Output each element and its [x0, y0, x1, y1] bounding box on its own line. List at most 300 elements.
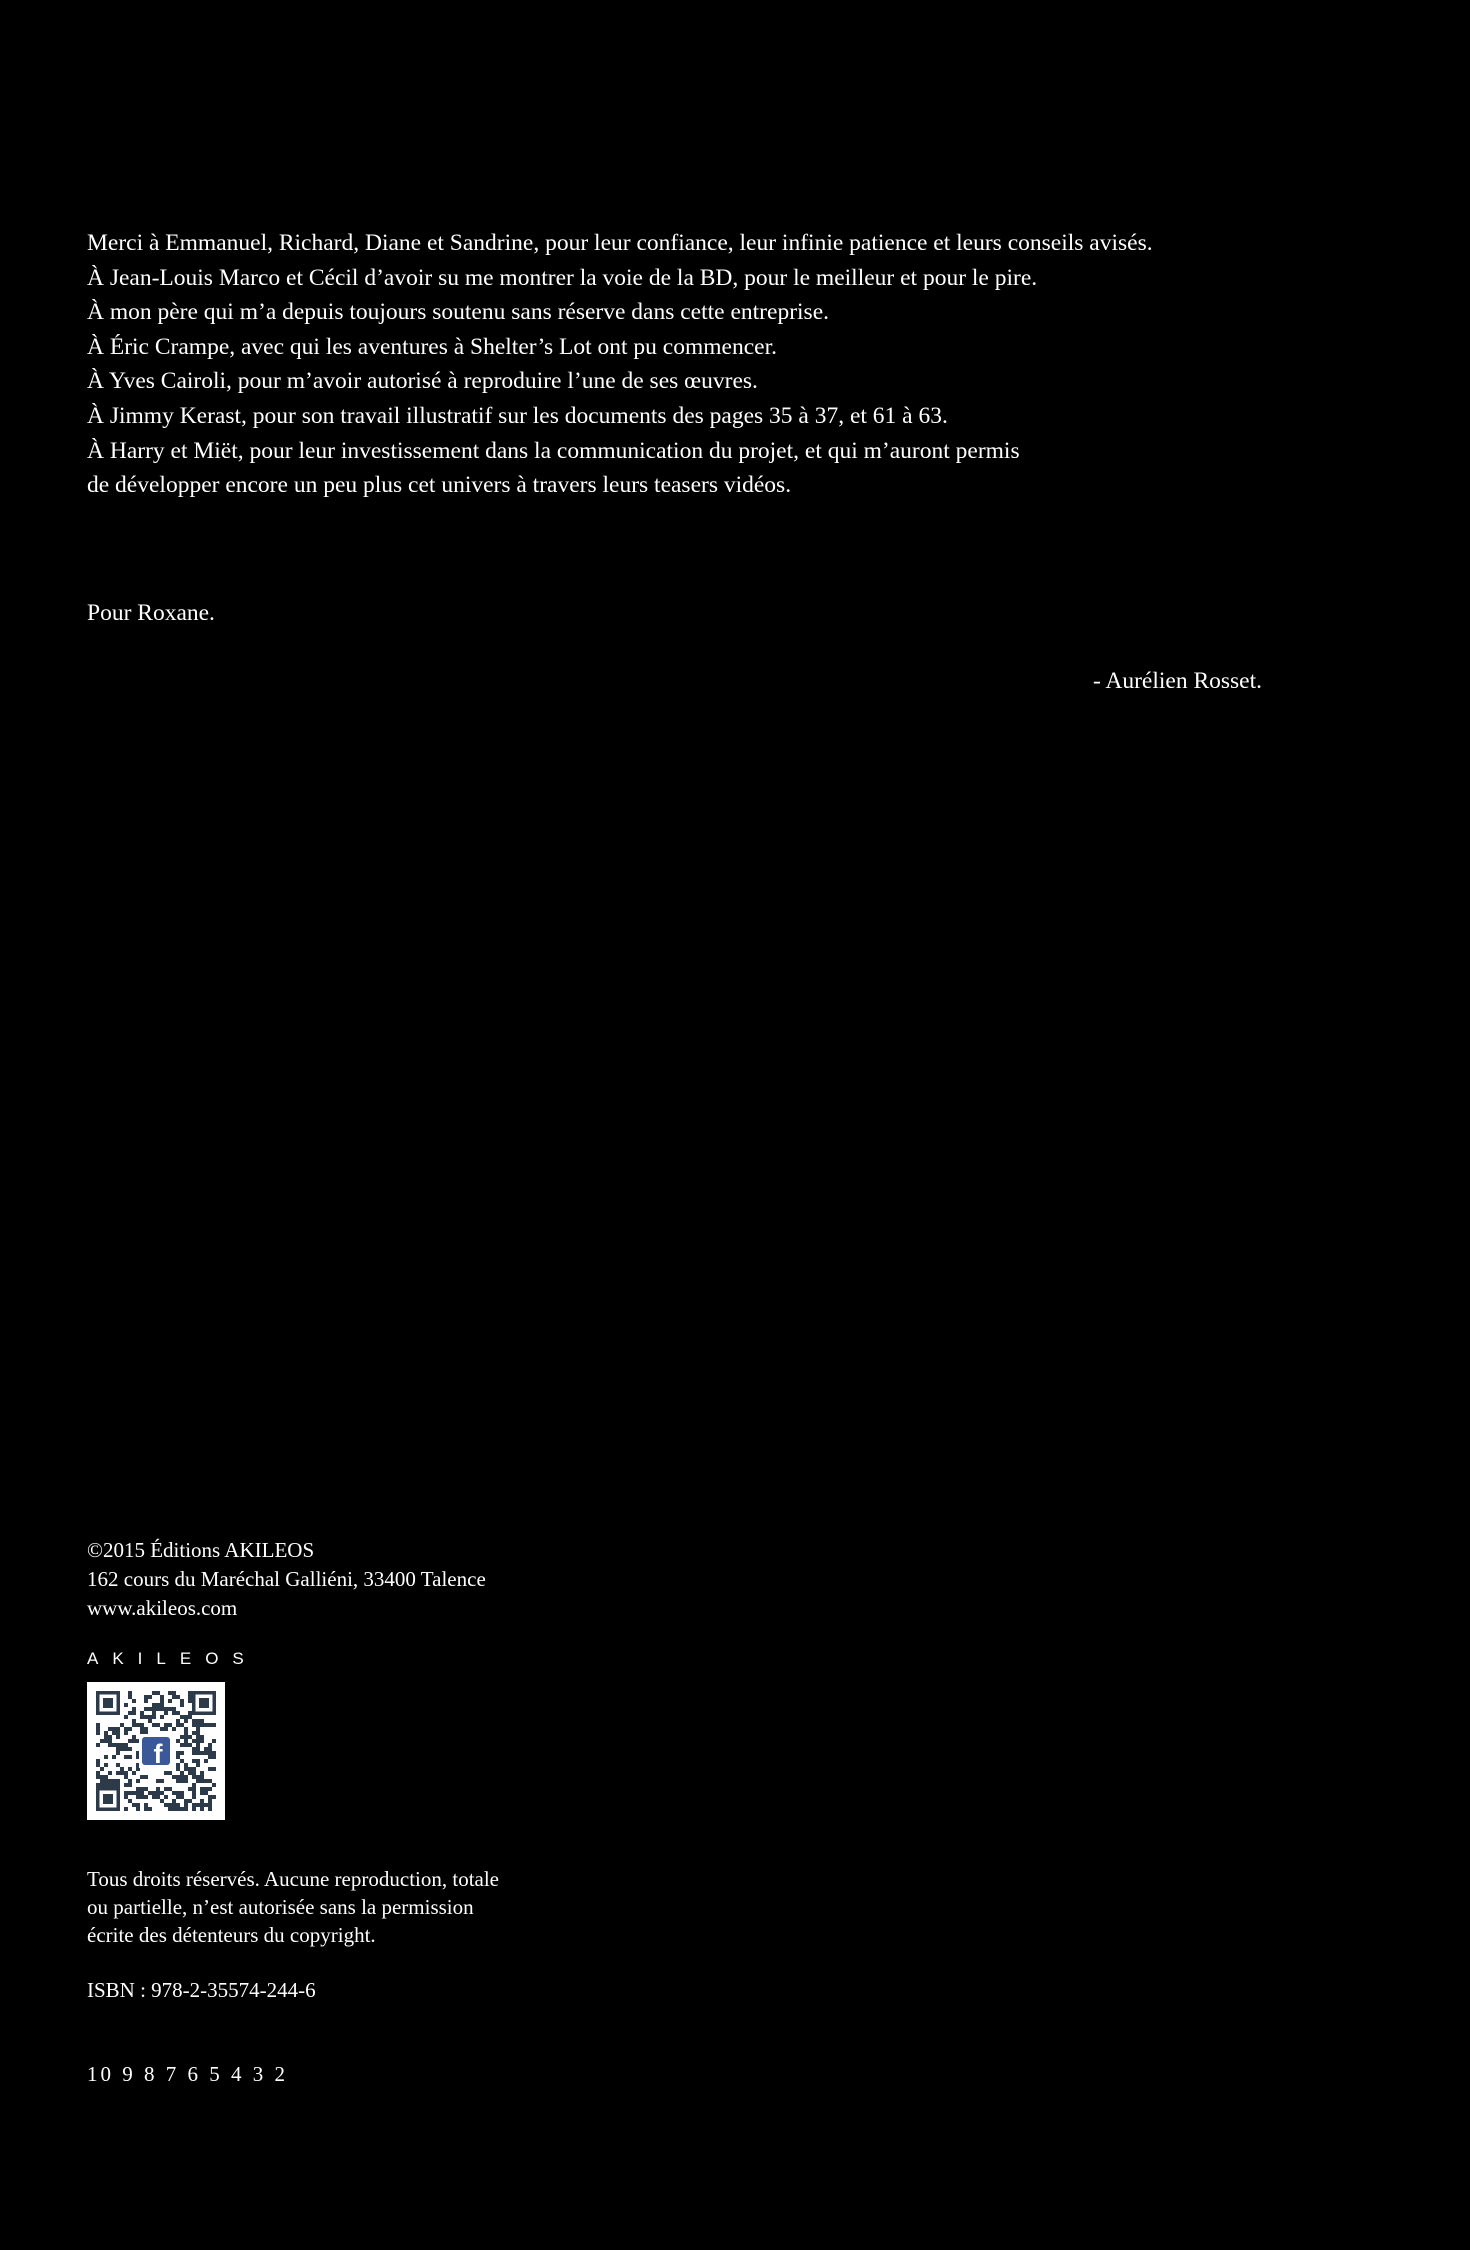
- acknowledgement-line: À mon père qui m’a depuis toujours soutenu sans réserve dans cette entreprise.: [87, 299, 829, 326]
- qr-module: [188, 1799, 192, 1803]
- qr-module: [180, 1723, 184, 1727]
- qr-module: [144, 1727, 148, 1731]
- qr-module: [176, 1751, 180, 1755]
- qr-module: [212, 1751, 216, 1755]
- qr-module: [192, 1751, 196, 1755]
- qr-module: [116, 1727, 120, 1731]
- qr-module: [108, 1783, 112, 1787]
- qr-module: [168, 1803, 172, 1807]
- qr-module: [132, 1739, 136, 1743]
- qr-module: [196, 1779, 200, 1783]
- qr-module: [132, 1735, 136, 1739]
- qr-module: [208, 1799, 212, 1803]
- qr-module: [192, 1803, 196, 1807]
- qr-module: [120, 1723, 124, 1727]
- qr-module: [188, 1711, 192, 1715]
- qr-module: [180, 1759, 184, 1763]
- qr-module: [196, 1763, 200, 1767]
- qr-module: [184, 1731, 188, 1735]
- qr-module: [96, 1727, 100, 1731]
- qr-module: [156, 1691, 160, 1695]
- qr-module: [124, 1727, 128, 1731]
- qr-module: [208, 1767, 212, 1771]
- qr-module: [144, 1707, 148, 1711]
- acknowledgement-line: Merci à Emmanuel, Richard, Diane et Sandrine, pour leur confiance, leur infinie patience et leurs conseils avisés.: [87, 230, 1153, 256]
- qr-module: [148, 1719, 152, 1723]
- qr-module: [120, 1747, 124, 1751]
- qr-module: [164, 1727, 168, 1731]
- qr-module: [116, 1731, 120, 1735]
- qr-module: [208, 1795, 212, 1799]
- qr-module: [112, 1783, 116, 1787]
- qr-module: [128, 1799, 132, 1803]
- qr-module: [184, 1763, 188, 1767]
- qr-module: [176, 1695, 180, 1699]
- qr-module: [204, 1779, 208, 1783]
- qr-module: [128, 1711, 132, 1715]
- facebook-icon: [139, 1734, 173, 1769]
- qr-finder-top-left: [96, 1691, 120, 1715]
- dedication: Pour Roxane.: [87, 600, 215, 626]
- qr-module: [96, 1723, 100, 1727]
- qr-module: [128, 1767, 132, 1771]
- qr-module: [164, 1723, 168, 1727]
- qr-module: [124, 1715, 128, 1719]
- svg-text:f: f: [153, 1739, 163, 1769]
- qr-module: [160, 1699, 164, 1703]
- qr-module: [176, 1719, 180, 1723]
- qr-module: [212, 1755, 216, 1759]
- qr-module: [140, 1775, 144, 1779]
- qr-module: [192, 1731, 196, 1735]
- qr-module: [120, 1771, 124, 1775]
- qr-module: [176, 1755, 180, 1759]
- qr-module: [204, 1723, 208, 1727]
- qr-module: [188, 1735, 192, 1739]
- qr-module: [140, 1795, 144, 1799]
- qr-module: [144, 1695, 148, 1699]
- qr-module: [188, 1699, 192, 1703]
- qr-module: [200, 1735, 204, 1739]
- qr-module: [208, 1807, 212, 1811]
- qr-module: [108, 1739, 112, 1743]
- qr-module: [140, 1715, 144, 1719]
- qr-module: [128, 1691, 132, 1695]
- qr-module: [160, 1779, 164, 1783]
- qr-module: [196, 1803, 200, 1807]
- qr-module: [196, 1743, 200, 1747]
- qr-module: [192, 1723, 196, 1727]
- qr-module: [208, 1787, 212, 1791]
- qr-module: [100, 1783, 104, 1787]
- qr-module: [188, 1787, 192, 1791]
- qr-module: [132, 1707, 136, 1711]
- qr-module: [184, 1719, 188, 1723]
- acknowledgement-line: À Jean-Louis Marco et Cécil d’avoir su me montrer la voie de la BD, pour le meilleur et pour le pire.: [87, 264, 1038, 291]
- qr-module: [156, 1791, 160, 1795]
- qr-module: [124, 1747, 128, 1751]
- qr-module: [184, 1775, 188, 1779]
- qr-module: [192, 1775, 196, 1779]
- qr-module: [172, 1695, 176, 1699]
- qr-module: [176, 1807, 180, 1811]
- qr-module: [196, 1751, 200, 1755]
- qr-module: [184, 1803, 188, 1807]
- qr-module: [188, 1743, 192, 1747]
- qr-module: [180, 1715, 184, 1719]
- qr-module: [192, 1787, 196, 1791]
- qr-module: [188, 1691, 192, 1695]
- qr-module: [96, 1783, 100, 1787]
- qr-module: [124, 1795, 128, 1799]
- qr-module: [196, 1723, 200, 1727]
- qr-module: [124, 1703, 128, 1707]
- qr-module: [144, 1775, 148, 1779]
- qr-module: [180, 1743, 184, 1747]
- qr-module: [164, 1787, 168, 1791]
- acknowledgements-block: [87, 226, 1407, 503]
- qr-module: [112, 1743, 116, 1747]
- qr-module: [208, 1779, 212, 1783]
- qr-module: [104, 1735, 108, 1739]
- qr-module: [176, 1779, 180, 1783]
- qr-module: [200, 1739, 204, 1743]
- publisher-info: [87, 1536, 486, 1623]
- qr-module: [204, 1787, 208, 1791]
- qr-module: [96, 1731, 100, 1735]
- qr-module: [196, 1727, 200, 1731]
- qr-module: [180, 1699, 184, 1703]
- qr-module: [180, 1795, 184, 1799]
- qr-module: [152, 1711, 156, 1715]
- qr-module: [148, 1807, 152, 1811]
- qr-module: [192, 1747, 196, 1751]
- qr-module: [172, 1799, 176, 1803]
- qr-module: [116, 1763, 120, 1767]
- rights-notice: [87, 1865, 499, 1949]
- qr-module: [196, 1747, 200, 1751]
- qr-module: [128, 1747, 132, 1751]
- qr-module: [172, 1727, 176, 1731]
- acknowledgement-line: À Harry et Miët, pour leur investissement dans la communication du projet, et qui m’auront permis: [87, 437, 1020, 464]
- qr-module: [168, 1807, 172, 1811]
- qr-module: [172, 1807, 176, 1811]
- qr-module: [212, 1723, 216, 1727]
- qr-module: [152, 1703, 156, 1707]
- acknowledgement-line: À Éric Crampe, avec qui les aventures à Shelter’s Lot ont pu commencer.: [87, 333, 777, 360]
- qr-module: [136, 1787, 140, 1791]
- qr-module: [204, 1791, 208, 1795]
- qr-module: [188, 1715, 192, 1719]
- qr-module: [112, 1727, 116, 1731]
- qr-module: [192, 1791, 196, 1795]
- qr-module: [104, 1755, 108, 1759]
- qr-module: [120, 1743, 124, 1747]
- qr-module: [128, 1755, 132, 1759]
- qr-module: [208, 1747, 212, 1751]
- qr-module: [192, 1739, 196, 1743]
- qr-module: [212, 1795, 216, 1799]
- qr-module: [136, 1803, 140, 1807]
- qr-module: [132, 1791, 136, 1795]
- qr-module: [160, 1799, 164, 1803]
- qr-module: [200, 1719, 204, 1723]
- qr-module: [140, 1723, 144, 1727]
- qr-module: [192, 1807, 196, 1811]
- copyright-notice: ©2015 Éditions AKILEOS: [87, 1538, 315, 1562]
- qr-module: [180, 1771, 184, 1775]
- qr-module: [120, 1767, 124, 1771]
- qr-module: [196, 1735, 200, 1739]
- qr-module: [132, 1711, 136, 1715]
- qr-module: [116, 1747, 120, 1751]
- publisher-address: 162 cours du Maréchal Galliéni, 33400 Talence: [87, 1567, 486, 1591]
- qr-module: [200, 1723, 204, 1727]
- qr-module: [108, 1779, 112, 1783]
- qr-module: [172, 1803, 176, 1807]
- qr-module: [208, 1743, 212, 1747]
- qr-module: [100, 1739, 104, 1743]
- qr-module: [184, 1767, 188, 1771]
- qr-module: [108, 1771, 112, 1775]
- qr-module: [96, 1743, 100, 1747]
- qr-module: [208, 1803, 212, 1807]
- qr-module: [200, 1779, 204, 1783]
- qr-module: [176, 1723, 180, 1727]
- qr-module: [112, 1779, 116, 1783]
- qr-module: [184, 1807, 188, 1811]
- qr-module: [144, 1715, 148, 1719]
- qr-module: [196, 1731, 200, 1735]
- qr-module: [140, 1791, 144, 1795]
- qr-module: [96, 1763, 100, 1767]
- qr-module: [160, 1695, 164, 1699]
- qr-module: [184, 1779, 188, 1783]
- qr-module: [104, 1763, 108, 1767]
- qr-module: [188, 1771, 192, 1775]
- qr-module: [172, 1691, 176, 1695]
- qr-module: [116, 1783, 120, 1787]
- qr-module: [160, 1791, 164, 1795]
- qr-module: [100, 1779, 104, 1783]
- qr-module: [168, 1787, 172, 1791]
- qr-module: [176, 1763, 180, 1767]
- qr-module: [144, 1795, 148, 1799]
- qr-module: [188, 1767, 192, 1771]
- qr-module: [124, 1791, 128, 1795]
- qr-module: [168, 1707, 172, 1711]
- qr-module: [192, 1719, 196, 1723]
- qr-code-graphic: [87, 1682, 225, 1820]
- qr-module: [156, 1795, 160, 1799]
- author-signature: - Aurélien Rosset.: [1092, 668, 1262, 694]
- qr-module: [100, 1767, 104, 1771]
- qr-module: [168, 1723, 172, 1727]
- qr-module: [140, 1727, 144, 1731]
- qr-module: [176, 1795, 180, 1799]
- qr-module: [144, 1787, 148, 1791]
- qr-module: [152, 1691, 156, 1695]
- qr-module: [160, 1727, 164, 1731]
- qr-module: [200, 1799, 204, 1803]
- qr-module: [184, 1715, 188, 1719]
- qr-module: [148, 1791, 152, 1795]
- qr-module: [112, 1731, 116, 1735]
- qr-module: [124, 1755, 128, 1759]
- qr-module: [176, 1791, 180, 1795]
- qr-module: [200, 1775, 204, 1779]
- qr-module: [196, 1719, 200, 1723]
- qr-module: [132, 1719, 136, 1723]
- qr-module: [116, 1771, 120, 1775]
- qr-module: [108, 1735, 112, 1739]
- qr-module: [156, 1787, 160, 1791]
- acknowledgement-line: de développer encore un peu plus cet univers à travers leurs teasers vidéos.: [87, 472, 792, 499]
- qr-module: [144, 1807, 148, 1811]
- qr-module: [124, 1771, 128, 1775]
- qr-module: [180, 1703, 184, 1707]
- qr-module: [152, 1791, 156, 1795]
- qr-module: [176, 1775, 180, 1779]
- qr-module: [196, 1775, 200, 1779]
- qr-module: [208, 1755, 212, 1759]
- qr-module: [204, 1747, 208, 1751]
- qr-module: [200, 1791, 204, 1795]
- rights-line: ou partielle, n’est autorisée sans la permission: [87, 1895, 474, 1919]
- qr-module: [136, 1723, 140, 1727]
- qr-module: [164, 1771, 168, 1775]
- publisher-logo: AKILEOS: [87, 1649, 258, 1668]
- qr-module: [204, 1803, 208, 1807]
- qr-module: [160, 1707, 164, 1711]
- qr-module: [104, 1779, 108, 1783]
- qr-module: [136, 1791, 140, 1795]
- qr-module: [172, 1791, 176, 1795]
- qr-module: [128, 1779, 132, 1783]
- qr-module: [180, 1775, 184, 1779]
- qr-module: [128, 1783, 132, 1787]
- qr-module: [200, 1803, 204, 1807]
- qr-module: [200, 1807, 204, 1811]
- qr-module: [140, 1711, 144, 1715]
- qr-module: [104, 1783, 108, 1787]
- qr-module: [152, 1707, 156, 1711]
- qr-module: [176, 1711, 180, 1715]
- qr-module: [164, 1711, 168, 1715]
- qr-module: [180, 1807, 184, 1811]
- qr-module: [160, 1703, 164, 1707]
- qr-module: [184, 1739, 188, 1743]
- qr-module: [212, 1767, 216, 1771]
- qr-module: [156, 1779, 160, 1783]
- qr-module: [128, 1791, 132, 1795]
- qr-module: [116, 1735, 120, 1739]
- qr-module: [148, 1695, 152, 1699]
- qr-module: [124, 1775, 128, 1779]
- qr-module: [144, 1803, 148, 1807]
- qr-module: [152, 1715, 156, 1719]
- qr-module: [140, 1787, 144, 1791]
- qr-module: [156, 1707, 160, 1711]
- qr-module: [212, 1739, 216, 1743]
- qr-module: [200, 1771, 204, 1775]
- qr-module: [184, 1799, 188, 1803]
- qr-module: [108, 1727, 112, 1731]
- qr-module: [192, 1759, 196, 1763]
- qr-module: [180, 1779, 184, 1783]
- qr-module: [116, 1743, 120, 1747]
- qr-module: [208, 1751, 212, 1755]
- qr-module: [96, 1759, 100, 1763]
- qr-module: [148, 1707, 152, 1711]
- qr-module: [132, 1771, 136, 1775]
- qr-module: [180, 1791, 184, 1795]
- qr-finder-bottom-left: [96, 1787, 120, 1811]
- qr-module: [124, 1783, 128, 1787]
- qr-module: [152, 1795, 156, 1799]
- qr-module: [176, 1803, 180, 1807]
- qr-module: [96, 1775, 100, 1779]
- acknowledgement-line: À Yves Cairoli, pour m’avoir autorisé à reproduire l’une de ses œuvres.: [87, 368, 758, 395]
- qr-module: [172, 1775, 176, 1779]
- qr-module: [136, 1779, 140, 1783]
- qr-module: [148, 1715, 152, 1719]
- qr-module: [184, 1735, 188, 1739]
- rights-line: Tous droits réservés. Aucune reproduction, totale: [87, 1867, 500, 1891]
- qr-module: [196, 1739, 200, 1743]
- qr-module: [144, 1699, 148, 1703]
- qr-module: [184, 1743, 188, 1747]
- qr-module: [116, 1779, 120, 1783]
- qr-module: [132, 1723, 136, 1727]
- qr-module: [104, 1739, 108, 1743]
- qr-module: [180, 1751, 184, 1755]
- qr-module: [168, 1771, 172, 1775]
- qr-module: [104, 1731, 108, 1735]
- qr-module: [100, 1775, 104, 1779]
- rights-line: écrite des détenteurs du copyright.: [87, 1923, 376, 1947]
- qr-module: [172, 1707, 176, 1711]
- qr-module: [160, 1715, 164, 1719]
- acknowledgement-line: À Jimmy Kerast, pour son travail illustratif sur les documents des pages 35 à 37, et 61 à 63.: [87, 402, 948, 429]
- qr-module: [208, 1723, 212, 1727]
- qr-module: [176, 1739, 180, 1743]
- qr-module: [204, 1759, 208, 1763]
- qr-module: [180, 1735, 184, 1739]
- publisher-website: www.akileos.com: [87, 1596, 238, 1620]
- qr-module: [124, 1743, 128, 1747]
- qr-module: [128, 1727, 132, 1731]
- qr-module: [192, 1767, 196, 1771]
- qr-module: [124, 1807, 128, 1811]
- qr-module: [168, 1691, 172, 1695]
- qr-module: [156, 1723, 160, 1727]
- qr-module: [184, 1727, 188, 1731]
- qr-module: [192, 1771, 196, 1775]
- qr-module: [124, 1731, 128, 1735]
- qr-module: [128, 1695, 132, 1699]
- qr-module: [164, 1795, 168, 1799]
- qr-module: [200, 1787, 204, 1791]
- qr-module: [128, 1739, 132, 1743]
- qr-finder-top-right: [192, 1691, 216, 1715]
- qr-module: [192, 1783, 196, 1787]
- qr-module: [108, 1743, 112, 1747]
- qr-module: [156, 1703, 160, 1707]
- qr-module: [188, 1695, 192, 1699]
- qr-module: [200, 1751, 204, 1755]
- qr-module: [96, 1771, 100, 1775]
